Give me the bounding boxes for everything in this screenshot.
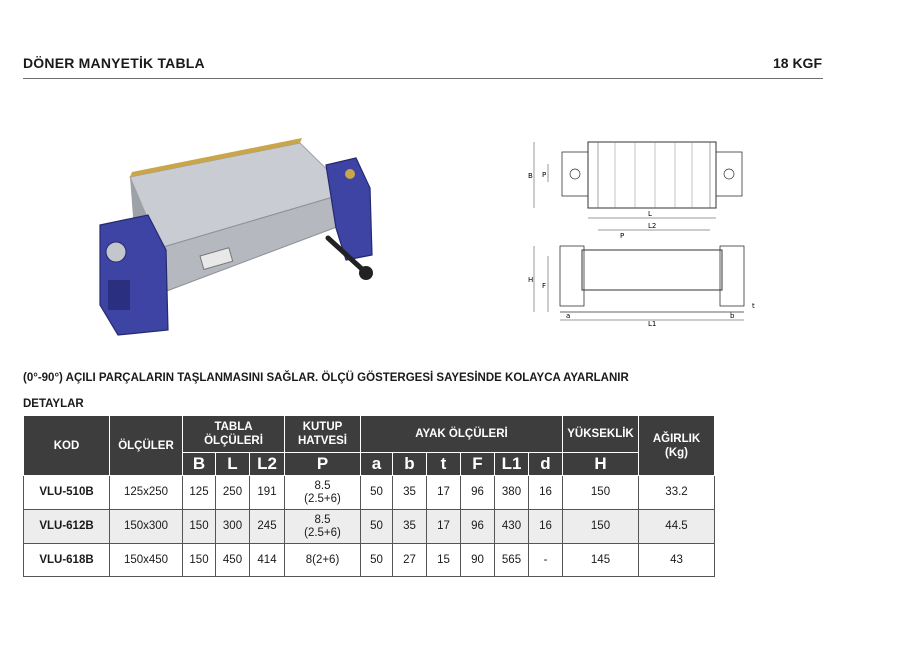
dim-H: H — [528, 276, 534, 284]
cell-L2: 191 — [250, 476, 285, 510]
weight-label: 18 KGF — [772, 55, 822, 71]
cell-L1: 430 — [495, 510, 529, 544]
cell-L: 450 — [216, 544, 250, 577]
cell-P — [285, 476, 361, 510]
table-row — [24, 476, 715, 510]
cell-L1: 380 — [495, 476, 529, 510]
subheader-B: B — [183, 453, 216, 476]
cell-t: 17 — [427, 510, 461, 544]
cell-a: 50 — [361, 476, 393, 510]
header-agirlik-line2: (Kg) — [665, 446, 688, 459]
dim-B: B — [528, 172, 533, 180]
subheader-d: d — [529, 453, 563, 476]
cell-L1: 565 — [495, 544, 529, 577]
header-olculer: ÖLÇÜLER — [110, 416, 183, 476]
dim-P-top: P — [542, 171, 547, 179]
cell-agirlik: 44.5 — [639, 510, 715, 544]
header-tabla-line2: ÖLÇÜLERİ — [204, 435, 263, 447]
cell-kod: VLU-618B — [24, 544, 110, 577]
cell-b: 35 — [393, 476, 427, 510]
cell-kod: VLU-612B — [24, 510, 110, 544]
dim-b: b — [730, 312, 735, 320]
cell-P — [285, 510, 361, 544]
cell-b: 35 — [393, 510, 427, 544]
subheader-L: L — [216, 453, 250, 476]
cell-agirlik: 43 — [639, 544, 715, 577]
cell-t: 17 — [427, 476, 461, 510]
cell-H: 145 — [563, 544, 639, 577]
header-agirlik — [639, 416, 715, 476]
table-row — [24, 510, 715, 544]
dim-L2: L2 — [648, 222, 657, 230]
dim-F: F — [542, 282, 547, 290]
cell-agirlik: 33.2 — [639, 476, 715, 510]
header-tabla — [183, 416, 285, 453]
cell-P-line1: 8.5 — [314, 513, 331, 526]
subheader-a: a — [361, 453, 393, 476]
header-kutup-line2: HATVESİ — [298, 435, 347, 447]
subheader-H: H — [563, 453, 639, 476]
cell-P: 8(2+6) — [285, 544, 361, 577]
cell-L: 300 — [216, 510, 250, 544]
dim-L1: L1 — [648, 320, 657, 328]
header-tabla-line1: TABLA — [214, 421, 253, 433]
cell-P-line2: (2.5+6) — [304, 492, 341, 505]
product-photo — [88, 130, 388, 340]
cell-L2: 245 — [250, 510, 285, 544]
cell-olculer: 150x450 — [110, 544, 183, 577]
subheader-t: t — [427, 453, 461, 476]
page-title: DÖNER MANYETİK TABLA — [23, 55, 205, 71]
cell-d: 16 — [529, 476, 563, 510]
cell-H: 150 — [563, 476, 639, 510]
table-row — [24, 544, 715, 577]
header-yukseklik: YÜKSEKLİK — [563, 416, 639, 453]
cell-F: 96 — [461, 476, 495, 510]
cell-P-line2: (2.5+6) — [304, 526, 341, 539]
subheader-b: b — [393, 453, 427, 476]
header-ayak: AYAK ÖLÇÜLERİ — [361, 416, 563, 453]
subheader-P: P — [285, 453, 361, 476]
dim-t: t — [752, 302, 755, 310]
cell-olculer: 150x300 — [110, 510, 183, 544]
cell-L: 250 — [216, 476, 250, 510]
cell-L2: 414 — [250, 544, 285, 577]
cell-kod: VLU-510B — [24, 476, 110, 510]
subheader-L1: L1 — [495, 453, 529, 476]
header-kutup — [285, 416, 361, 453]
cell-F: 90 — [461, 544, 495, 577]
header-kutup-line1: KUTUP — [302, 421, 343, 433]
cell-B: 125 — [183, 476, 216, 510]
dim-P-side: P — [620, 232, 625, 240]
spec-table — [23, 415, 715, 577]
header-divider — [23, 78, 823, 79]
product-description: (0°-90°) AÇILI PARÇALARIN TAŞLANMASINI SAĞLAR. ÖLÇÜ GÖSTERGESİ SAYESİNDE KOLAYCA AYARLANIR — [23, 372, 629, 384]
cell-d: 16 — [529, 510, 563, 544]
header-kod: KOD — [24, 416, 110, 476]
cell-b: 27 — [393, 544, 427, 577]
cell-B: 150 — [183, 510, 216, 544]
cell-P-line1: 8.5 — [314, 479, 331, 492]
header-agirlik-line1: AĞIRLIK — [652, 432, 701, 445]
section-title: DETAYLAR — [23, 398, 84, 410]
cell-H: 150 — [563, 510, 639, 544]
technical-drawing — [520, 128, 790, 328]
cell-a: 50 — [361, 510, 393, 544]
dim-a: a — [566, 312, 571, 320]
cell-d: - — [529, 544, 563, 577]
cell-F: 96 — [461, 510, 495, 544]
cell-a: 50 — [361, 544, 393, 577]
cell-t: 15 — [427, 544, 461, 577]
cell-olculer: 125x250 — [110, 476, 183, 510]
dim-L: L — [648, 210, 652, 218]
subheader-L2: L2 — [250, 453, 285, 476]
subheader-F: F — [461, 453, 495, 476]
cell-B: 150 — [183, 544, 216, 577]
